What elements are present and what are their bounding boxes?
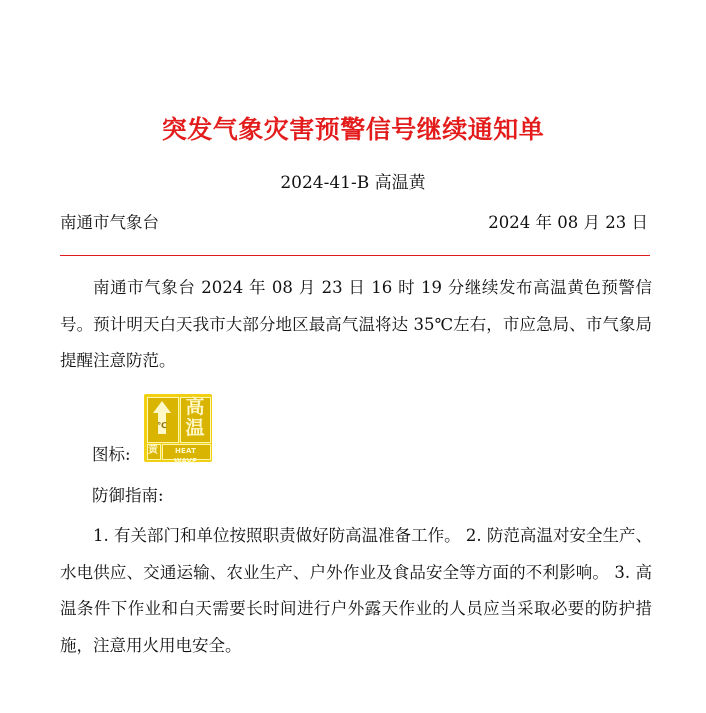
icon-english-text: HEAT WAVE (173, 447, 198, 465)
high-temperature-yellow-warning-icon (144, 394, 212, 465)
red-divider (60, 255, 650, 256)
icon-char-top: 高 (185, 396, 205, 418)
guide-paragraph: 1. 有关部门和单位按照职责做好防高温准备工作。 2. 防范高温对安全生产、水电供应、交通运输、农业生产、户外作业及食品安全等方面的不利影响。 3. 高温条件下作业和白天需要长时间进行户外露天作业的人员应当采取必要的防护措施，注意用火用电安全。 (60, 526, 652, 655)
notice-paragraph: 南通市气象台 2024 年 08 月 23 日 16 时 19 分继续发布高温黄色预警信号。预计明天白天我市大部分地区最高气温将达 35℃左右，市应急局、市气象局提醒注意防范。 (60, 278, 652, 370)
warning-code: 2024-41-B 高温黄 (280, 173, 426, 193)
celsius-glyph: ℃ (157, 421, 167, 430)
document-title: 突发气象灾害预警信号继续通知单 (161, 115, 545, 144)
icon-char-bottom: 温 (185, 417, 205, 439)
guide-label: 防御指南: (92, 486, 164, 505)
icon-label: 图标: (92, 445, 131, 464)
issuer-name: 南通市气象台 (60, 213, 159, 232)
issue-date: 2024 年 08 月 23 日 (488, 213, 648, 232)
icon-corner-char: 黄 (148, 445, 158, 456)
